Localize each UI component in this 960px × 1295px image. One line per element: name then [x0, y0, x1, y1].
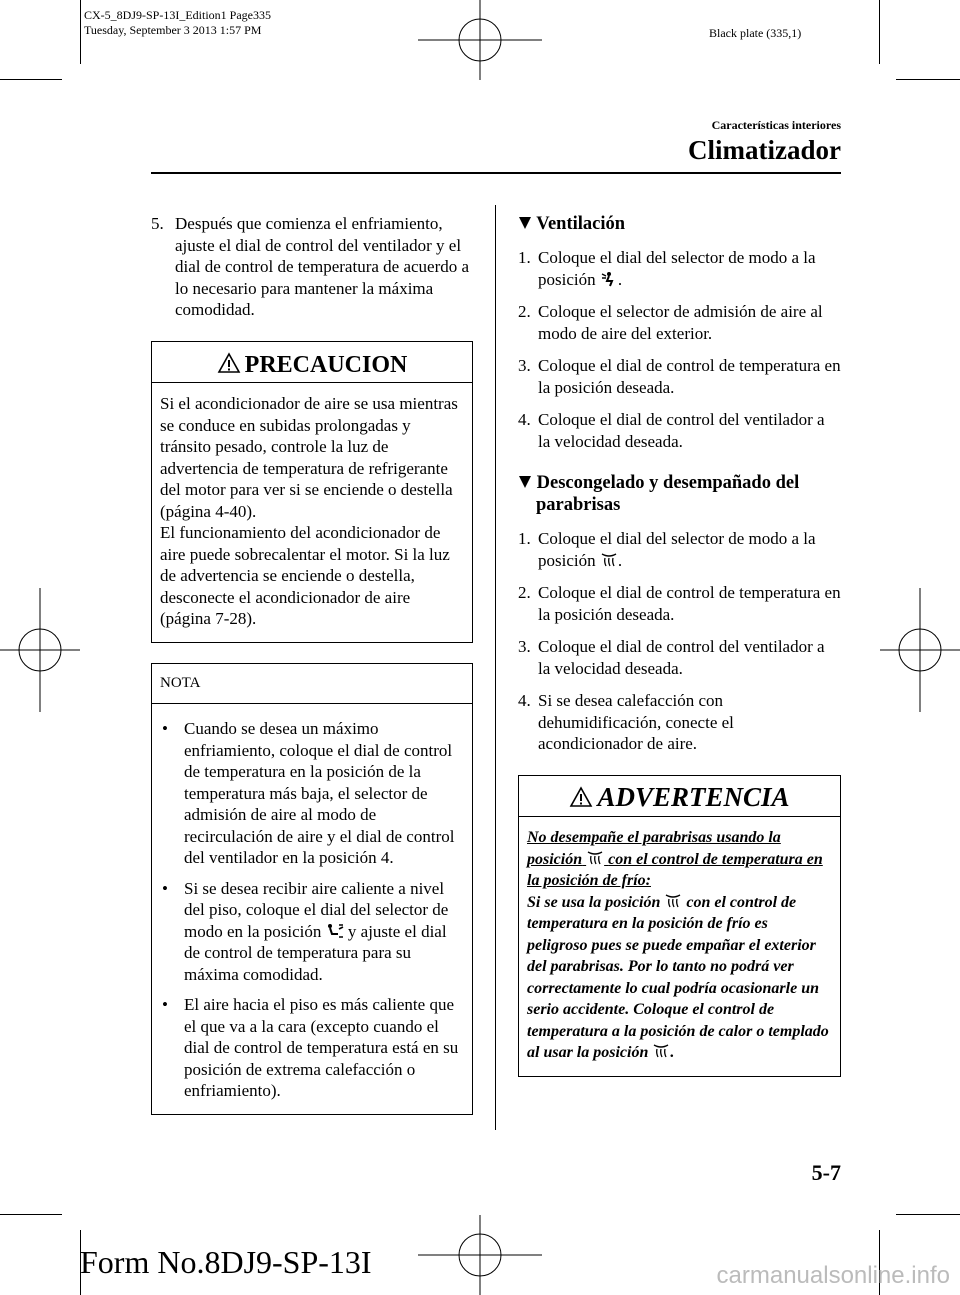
vent-step-3 [518, 355, 841, 398]
nota-bullet-3-text: El aire hacia el piso es más caliente que el que va a la cara (excepto cuando el dial de control de temperatura está en su posición de extrema calefacción o enfriamiento). [184, 995, 459, 1100]
step-number: 1. [518, 529, 531, 548]
left-column [151, 213, 473, 1115]
precaucion-p1: Si el acondicionador de aire se usa mientras se conduce en subidas prolongadas y tránsito pesado, controle la luz de advertencia de temperatura de refrigerante del motor para ver si se enciende o destella (página 4-40). [160, 394, 458, 521]
section-triangle-icon [518, 216, 532, 230]
warning-triangle-icon [217, 352, 241, 374]
floor-mode-icon [326, 923, 344, 939]
defrost-step-1-end: . [617, 550, 623, 570]
header-rule [151, 172, 841, 174]
page-title: Climatizador [688, 135, 841, 165]
advertencia-box [518, 775, 841, 1077]
defrost-step-1-text: Coloque el dial del selector de modo a la posición [538, 529, 816, 570]
nota-bullet-1-text: Cuando se desea un máximo enfriamiento, coloque el dial de control de temperatura en la posición de la temperatura más baja, el selector de admisión de aire al modo de recirculación de aire y el dial de control del ventilador en la posición 4. [184, 719, 455, 867]
step-number: 4. [518, 410, 531, 429]
advertencia-u1a: No desempañe el parabrisas usando la posición [527, 829, 781, 868]
vent-step-4-text: Coloque el dial de control del ventilador a la velocidad deseada. [538, 410, 825, 451]
file-info-line2: Tuesday, September 3 2013 1:57 PM [84, 23, 262, 37]
defrost-step-3-text: Coloque el dial de control del ventilador a la velocidad deseada. [538, 637, 825, 678]
advertencia-title-text: ADVERTENCIA [597, 781, 790, 812]
vent-step-1-text: Coloque el dial del selector de modo a la posición [538, 248, 816, 289]
advertencia-title [519, 776, 840, 818]
defrost-step-3 [518, 636, 841, 679]
vent-step-3-text: Coloque el dial de control de temperatura en la posición deseada. [538, 356, 841, 397]
step-number: 4. [518, 691, 531, 710]
warning-triangle-icon [569, 786, 593, 808]
defrost-mode-icon [600, 552, 618, 568]
advertencia-u1b: con el control de temperatura en la posición de frío: [527, 850, 823, 889]
defrost-mode-icon [586, 850, 604, 866]
precaucion-title [152, 342, 472, 384]
page-number: 5-7 [811, 1160, 841, 1185]
right-column [518, 213, 841, 1077]
section-ventilacion-title: Ventilación [536, 214, 626, 234]
file-info-line1: CX-5_8DJ9-SP-13I_Edition1 Page335 [84, 8, 271, 22]
step-number: 1. [518, 248, 531, 267]
vent-step-2-text: Coloque el selector de admisión de aire al modo de aire del exterior. [538, 302, 823, 343]
section-small-title: Características interiores [711, 118, 841, 132]
defrost-step-4 [518, 690, 841, 755]
defrost-step-2 [518, 582, 841, 625]
nota-title: NOTA [152, 664, 472, 705]
section-defrost-heading [518, 472, 841, 516]
nota-bullet-2-text-b: y ajuste el dial de control de temperatura para su máxima comodidad. [184, 921, 447, 984]
plate-label: Black plate (335,1) [709, 26, 802, 40]
step-number: 5. [151, 214, 164, 233]
vent-step-2 [518, 301, 841, 344]
nota-bullet-2-text-a: Si se desea recibir aire caliente a nivel del piso, coloque el dial del selector de modo en la posición [184, 878, 449, 941]
nota-bullet-1: • Cuando se desea un máximo enfriamiento, coloque el dial de control de temperatura en la posición de la temperatura más baja, el selector de admisión de aire al modo de recirculación de aire y el dial de control del ventilador en la posición 4. [162, 719, 455, 867]
nota-bullet-3: • El aire hacia el piso es más caliente que el que va a la cara (excepto cuando el dial de control de temperatura está en su posición de extrema calefacción o enfriamiento). [162, 995, 459, 1100]
step-text: Después que comienza el enfriamiento, ajuste el dial de control del ventilador y el dial de control de temperatura de acuerdo a lo necesario para mantener la máxima comodidad. [175, 214, 470, 319]
advertencia-underlined [527, 827, 832, 892]
step-number: 3. [518, 637, 531, 656]
step-number: 2. [518, 302, 531, 321]
defrost-step-4-text: Si se desea calefacción con dehumidificación, conecte el acondicionador de aire. [538, 691, 734, 753]
advertencia-t1a: Si se usa la posición [527, 893, 661, 911]
section-ventilacion-heading [518, 213, 841, 235]
advertencia-t1c: . [670, 1044, 675, 1061]
nota-box [151, 663, 473, 1115]
precaucion-body [152, 383, 472, 642]
vent-face-mode-icon [600, 271, 618, 287]
precaucion-box [151, 341, 473, 643]
file-info [84, 8, 271, 38]
section-defrost-title: Descongelado y desempañado del parabrisas [536, 473, 800, 515]
advertencia-t1b: con el control de temperatura en la posición de frío es peligroso pues se puede empañar el exterior del parabrisas. Por lo tanto no podrá ver correctamente lo cual podría ocasionarle un serio accidente. Coloque el control de temperatura a la posición de calor o templado al usar la posición [527, 893, 829, 1061]
step-number: 2. [518, 583, 531, 602]
nota-body [152, 704, 472, 1114]
vent-step-4 [518, 409, 841, 452]
vent-step-1-end: . [617, 269, 623, 289]
precaucion-p2: El funcionamiento del acondicionador de aire puede sobrecalentar el motor. Si la luz de advertencia se enciende o destella, desconecte el acondicionador de aire (página 7-28). [160, 523, 450, 628]
step-5 [151, 213, 473, 321]
precaucion-title-text: PRECAUCION [244, 351, 408, 378]
defrost-mode-icon [664, 893, 682, 909]
vent-step-1 [518, 247, 841, 290]
nota-bullet-2: • Si se desea recibir aire caliente a nivel del piso, coloque el dial del selector de modo en la posición y ajuste el dial de control de temperatura para su máxima comodidad. [162, 878, 449, 984]
watermark: carmanualsonline.info [716, 1262, 950, 1289]
form-number: Form No.8DJ9-SP-13I [80, 1244, 372, 1280]
advertencia-text [527, 892, 832, 1064]
defrost-step-2-text: Coloque el dial de control de temperatura en la posición deseada. [538, 583, 841, 624]
column-divider [495, 205, 496, 1130]
advertencia-body [519, 817, 840, 1076]
defrost-step-1 [518, 528, 841, 571]
section-triangle-icon [518, 475, 532, 489]
defrost-mode-icon [652, 1043, 670, 1059]
step-number: 3. [518, 356, 531, 375]
